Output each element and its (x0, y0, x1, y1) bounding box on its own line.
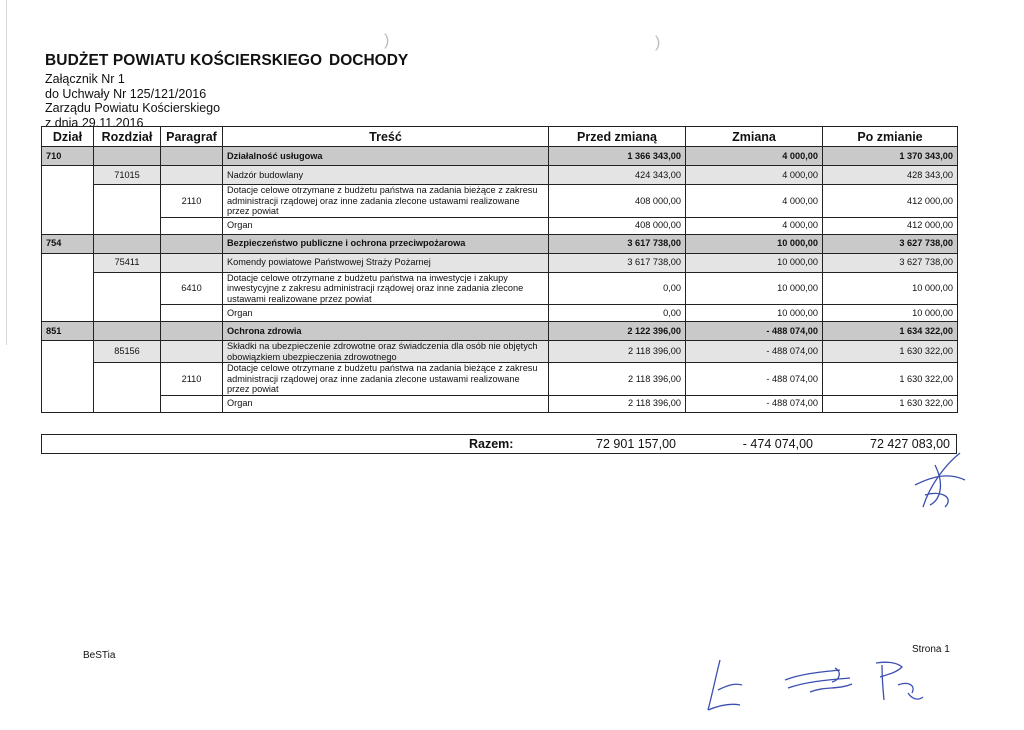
amount-after: 1 630 322,00 (823, 363, 958, 396)
handwritten-initials-icon (700, 655, 760, 715)
row-description: Ochrona zdrowia (223, 322, 549, 341)
amount-before: 408 000,00 (549, 185, 686, 218)
issuing-body: Zarządu Powiatu Kościerskiego (45, 101, 221, 115)
table-row-dzial (42, 322, 958, 341)
document-kind: DOCHODY (329, 52, 409, 69)
amount-change: - 488 074,00 (686, 395, 823, 412)
row-description: Organ (223, 395, 549, 412)
paragraf-code: 2110 (161, 363, 223, 396)
budget-table (41, 126, 958, 413)
amount-before: 3 617 738,00 (549, 234, 686, 253)
document-header (45, 52, 322, 130)
paragraf-code: 2110 (161, 185, 223, 218)
amount-change: - 488 074,00 (686, 322, 823, 341)
amount-after: 10 000,00 (823, 272, 958, 305)
amount-after: 3 627 738,00 (823, 234, 958, 253)
resolution-number: do Uchwały Nr 125/121/2016 (45, 86, 207, 101)
col-header-rozdzial: Rozdział (94, 127, 161, 147)
attachment-number: Załącznik Nr 1 (45, 72, 125, 86)
amount-before: 408 000,00 (549, 217, 686, 234)
row-description: Składki na ubezpieczenie zdrowotne oraz świadczenia dla osób nie objętych obowiązkiem ubezpieczenia zdrowotnego (223, 341, 549, 363)
amount-after: 10 000,00 (823, 305, 958, 322)
dzial-code: 710 (42, 147, 94, 166)
paragraf-code: 6410 (161, 272, 223, 305)
col-header-dzial: Dział (42, 127, 94, 147)
amount-after: 412 000,00 (823, 217, 958, 234)
rozdzial-code: 75411 (94, 253, 161, 272)
amount-change: 4 000,00 (686, 217, 823, 234)
row-description: Bezpieczeństwo publiczne i ochrona przeciwpożarowa (223, 234, 549, 253)
budget-title: BUDŻET POWIATU KOŚCIERSKIEGO (45, 52, 323, 69)
amount-before: 2 122 396,00 (549, 322, 686, 341)
row-description: Komendy powiatowe Państwowej Straży Pożarnej (223, 253, 549, 272)
handwritten-initials-icon (868, 655, 928, 705)
amount-before: 0,00 (549, 305, 686, 322)
amount-change: 4 000,00 (686, 147, 823, 166)
total-row (41, 434, 957, 454)
amount-change: 4 000,00 (686, 185, 823, 218)
table-row-dzial (42, 147, 958, 166)
amount-after: 428 343,00 (823, 166, 958, 185)
scan-mark: ) (655, 34, 661, 51)
software-name: BeSTia (83, 650, 116, 661)
col-header-po: Po zmianie (823, 127, 958, 147)
dzial-code: 851 (42, 322, 94, 341)
row-description: Nadzór budowlany (223, 166, 549, 185)
table-row-paragraf (42, 272, 958, 305)
amount-change: - 488 074,00 (686, 341, 823, 363)
table-row-dzial (42, 234, 958, 253)
amount-change: 10 000,00 (686, 272, 823, 305)
amount-after: 1 634 322,00 (823, 322, 958, 341)
table-row-organ (42, 395, 958, 412)
handwritten-signature-icon (780, 660, 860, 700)
amount-before: 424 343,00 (549, 166, 686, 185)
table-row-organ (42, 305, 958, 322)
row-description: Dotacje celowe otrzymane z budżetu państwa na inwestycje i zakupy inwestycyjne z zakresu administracji rządowej oraz inne zadania zlecone ustawami realizowane przez powiat (223, 272, 549, 305)
page-edge (6, 0, 7, 345)
total-before: 72 901 157,00 (596, 437, 676, 451)
amount-after: 1 370 343,00 (823, 147, 958, 166)
table-row-organ (42, 217, 958, 234)
row-description: Organ (223, 217, 549, 234)
dzial-code: 754 (42, 234, 94, 253)
amount-change: - 488 074,00 (686, 363, 823, 396)
row-description: Działalność usługowa (223, 147, 549, 166)
table-row-rozdzial (42, 253, 958, 272)
amount-before: 1 366 343,00 (549, 147, 686, 166)
amount-change: 10 000,00 (686, 305, 823, 322)
table-row-paragraf (42, 363, 958, 396)
amount-before: 0,00 (549, 272, 686, 305)
scan-mark: ) (384, 32, 390, 49)
handwritten-signature-icon (905, 445, 975, 515)
amount-before: 2 118 396,00 (549, 395, 686, 412)
col-header-zmiana: Zmiana (686, 127, 823, 147)
amount-change: 10 000,00 (686, 253, 823, 272)
amount-after: 412 000,00 (823, 185, 958, 218)
amount-before: 2 118 396,00 (549, 363, 686, 396)
total-after: 72 427 083,00 (870, 437, 950, 451)
total-change: - 474 074,00 (742, 437, 813, 451)
page-number: Strona 1 (912, 644, 950, 655)
total-label: Razem: (469, 437, 514, 451)
table-row-rozdzial (42, 166, 958, 185)
amount-before: 2 118 396,00 (549, 341, 686, 363)
table-header-row (42, 127, 958, 147)
amount-after: 3 627 738,00 (823, 253, 958, 272)
resolution-date: z dnia 29.11.2016 (45, 115, 144, 130)
row-description: Dotacje celowe otrzymane z budżetu państwa na zadania bieżące z zakresu administracji rządowej oraz inne zadania zlecone ustawami realizowane przez powiat (223, 363, 549, 396)
amount-after: 1 630 322,00 (823, 341, 958, 363)
row-description: Organ (223, 305, 549, 322)
col-header-tresc: Treść (223, 127, 549, 147)
row-description: Dotacje celowe otrzymane z budżetu państwa na zadania bieżące z zakresu administracji rządowej oraz inne zadania zlecone ustawami realizowane przez powiat (223, 185, 549, 218)
table-row-paragraf (42, 185, 958, 218)
amount-change: 10 000,00 (686, 234, 823, 253)
table-row-rozdzial (42, 341, 958, 363)
amount-before: 3 617 738,00 (549, 253, 686, 272)
col-header-paragraf: Paragraf (161, 127, 223, 147)
rozdzial-code: 71015 (94, 166, 161, 185)
rozdzial-code: 85156 (94, 341, 161, 363)
amount-after: 1 630 322,00 (823, 395, 958, 412)
amount-change: 4 000,00 (686, 166, 823, 185)
col-header-przed: Przed zmianą (549, 127, 686, 147)
